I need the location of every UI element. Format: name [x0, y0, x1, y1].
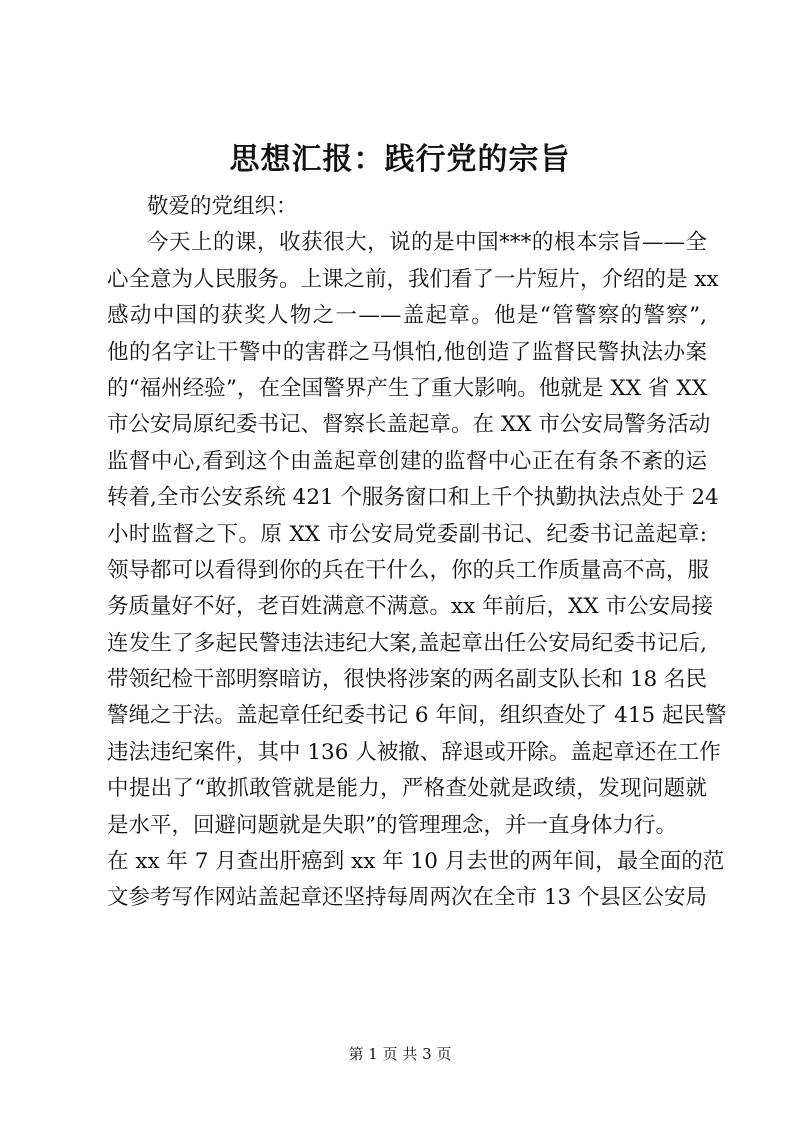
salutation: 敬爱的党组织： — [147, 194, 298, 219]
document-body — [107, 189, 727, 917]
body-line: 在 xx 年 7 月查出肝癌到 xx 年 10 月去世的两年间，最全面的范 — [107, 849, 725, 875]
body-line: 违法违纪案件，其中 136 人被撤、辞退或开除。盖起章还在工作 — [107, 739, 721, 765]
body-line: 心全意为人民服务。上课之前，我们看了一片短片，介绍的是 xx — [107, 266, 719, 292]
body-line: 文参考写作网站盖起章还坚持每周两次在全市 13 个县区公安局 — [107, 885, 708, 911]
body-line: 转着,全市公安系统 421 个服务窗口和上千个执勤执法点处于 24 — [107, 485, 719, 511]
body-line: 小时监督之下。原 XX 市公安局党委副书记、纪委书记盖起章: — [107, 521, 707, 547]
body-line: 今天上的课，收获很大，说的是中国***的根本宗旨——全 — [147, 230, 707, 256]
body-line: 务质量好不好，老百姓满意不满意。xx 年前后，XX 市公安局接 — [107, 594, 714, 620]
body-line: 领导都可以看得到你的兵在干什么，你的兵工作质量高不高，服 — [107, 557, 710, 583]
body-line: 监督中心,看到这个由盖起章创建的监督中心正在有条不紊的运 — [107, 448, 707, 474]
body-line: 警绳之于法。盖起章任纪委书记 6 年间，组织查处了 415 起民警 — [107, 703, 727, 729]
body-line: 市公安局原纪委书记、督察长盖起章。在 XX 市公安局警务活动 — [107, 412, 711, 438]
body-line: 带领纪检干部明察暗访，很快将涉案的两名副支队长和 18 名民 — [107, 667, 708, 693]
body-line: 感动中国的获奖人物之一——盖起章。他是“管警察的警察”, — [107, 303, 707, 329]
body-line: 中提出了“敢抓敢管就是能力，严格查处就是政绩，发现问题就 — [107, 776, 707, 802]
body-line: 的“福州经验”，在全国警界产生了重大影响。他就是 XX 省 XX — [107, 375, 707, 401]
body-line: 是水平，回避问题就是失职”的管理理念，并一直身体力行。 — [107, 812, 677, 838]
document-title: 思想汇报：践行党的宗旨 — [229, 142, 571, 177]
body-line: 他的名字让干警中的害群之马惧怕,他创造了监督民警执法办案 — [107, 339, 707, 365]
body-line: 连发生了多起民警违法违纪大案,盖起章出任公安局纪委书记后, — [107, 630, 707, 656]
page-indicator: 第 1 页 共 3 页 — [348, 1045, 452, 1063]
